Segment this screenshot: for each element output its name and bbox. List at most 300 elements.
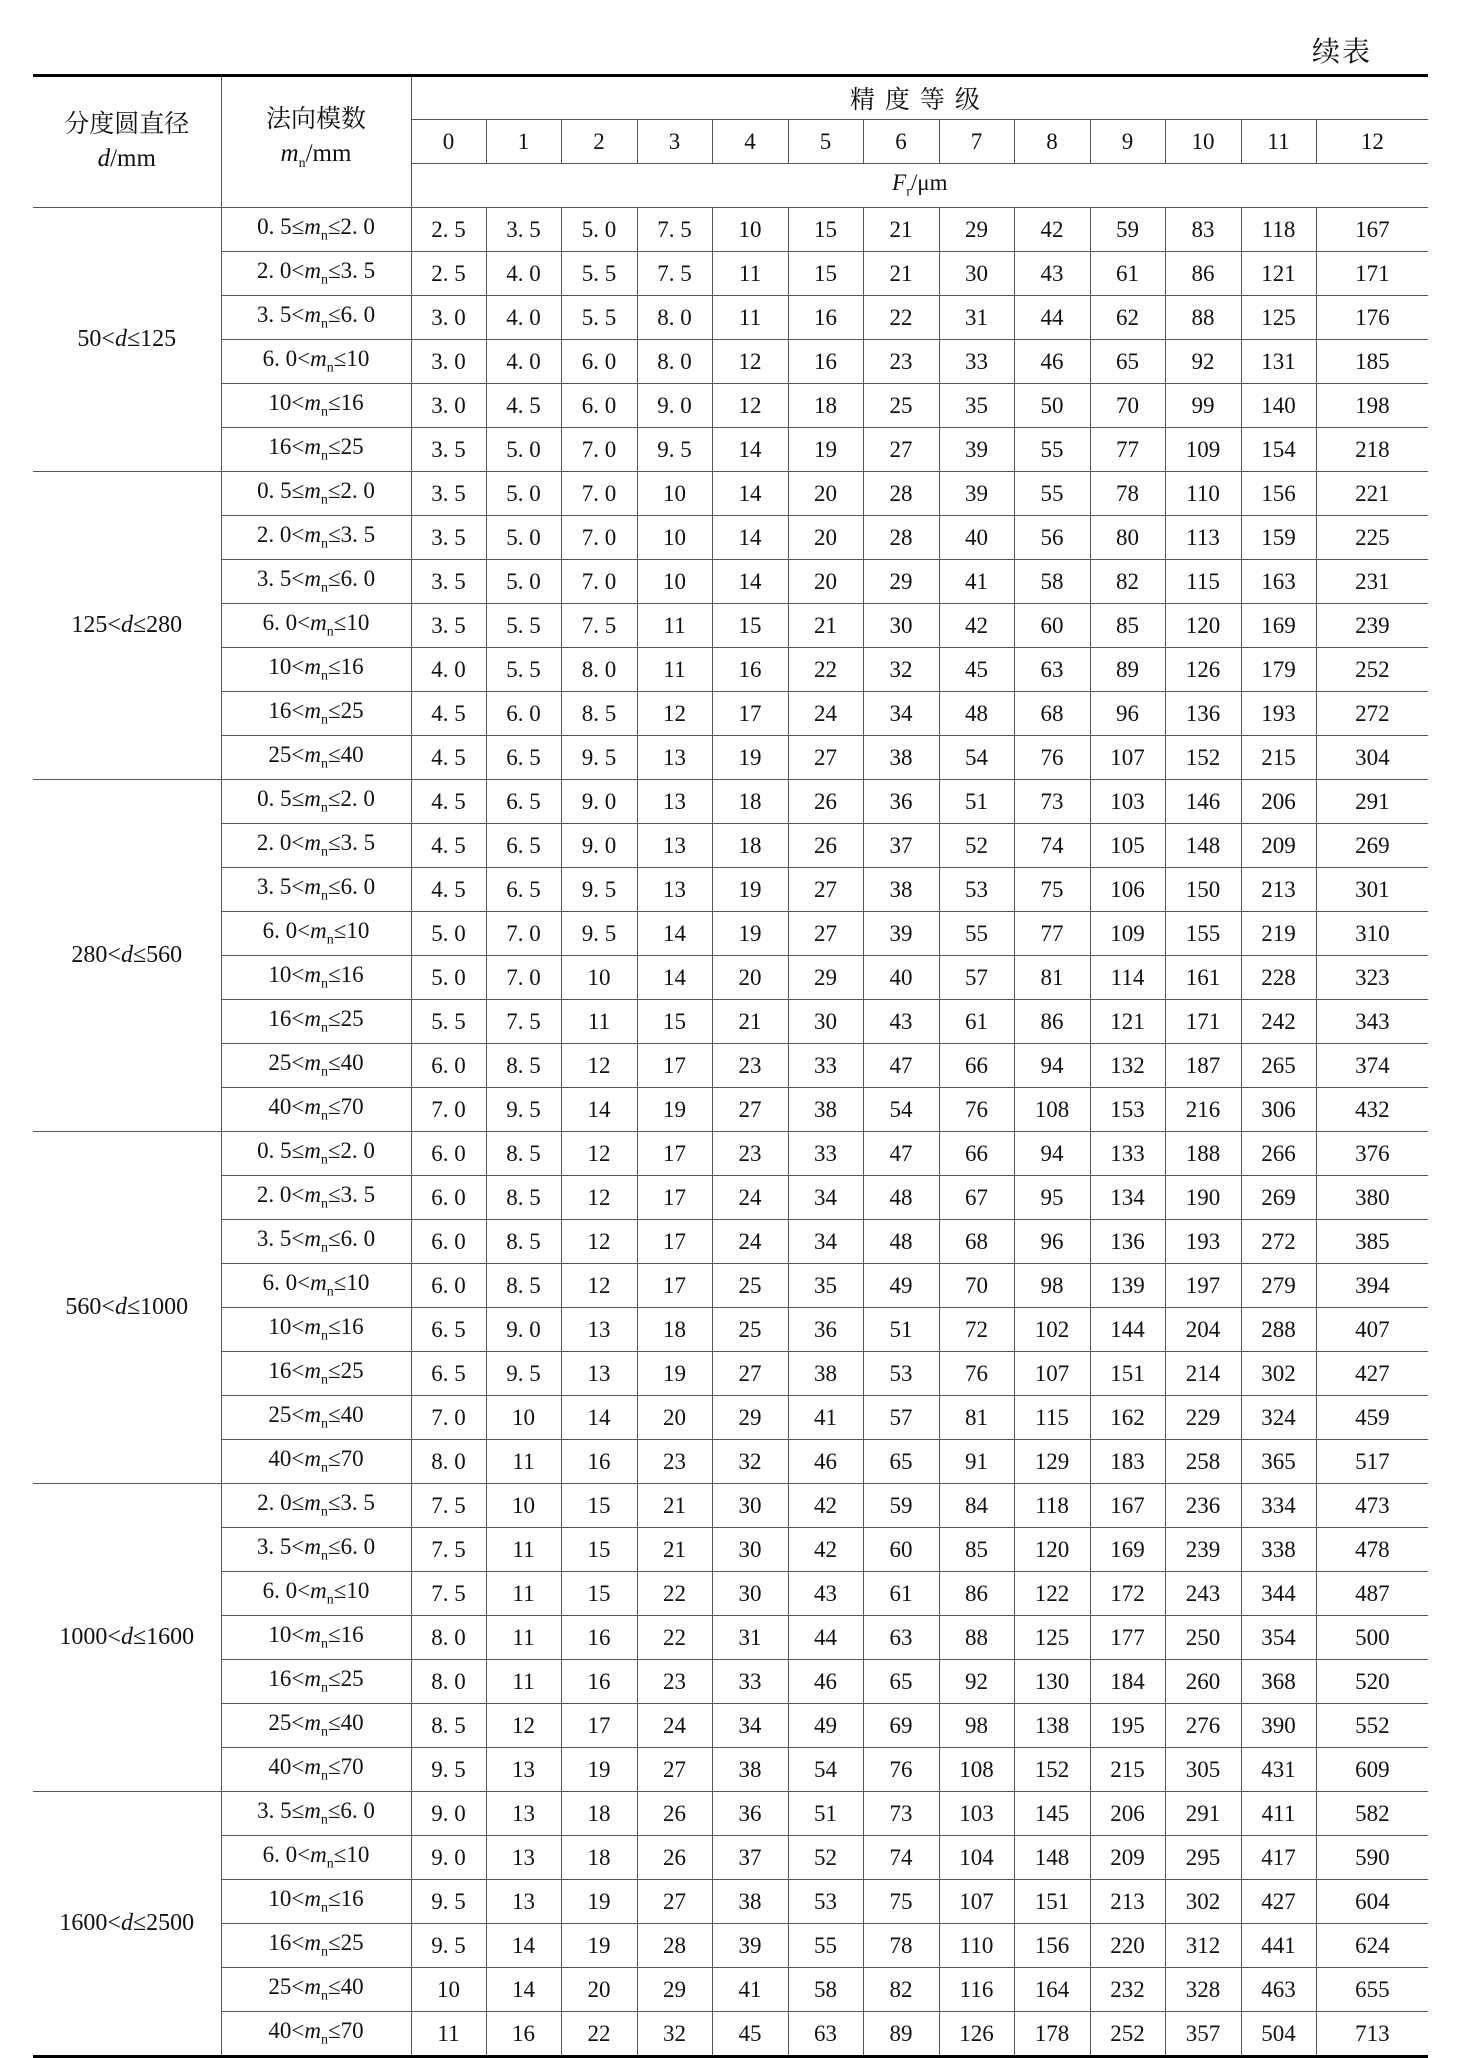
value-cell: 12 (712, 384, 788, 428)
value-cell: 3. 0 (411, 384, 486, 428)
value-cell: 74 (1014, 824, 1090, 868)
value-cell: 12 (561, 1264, 637, 1308)
value-cell: 23 (637, 1660, 712, 1704)
value-cell: 14 (637, 956, 712, 1000)
value-cell: 310 (1316, 912, 1428, 956)
value-cell: 75 (863, 1880, 939, 1924)
value-cell: 517 (1316, 1440, 1428, 1484)
value-cell: 407 (1316, 1308, 1428, 1352)
value-cell: 10 (486, 1484, 561, 1528)
value-cell: 39 (712, 1924, 788, 1968)
value-cell: 133 (1090, 1132, 1165, 1176)
value-cell: 48 (863, 1176, 939, 1220)
value-cell: 394 (1316, 1264, 1428, 1308)
module-range-cell: $25<m_n\le 40$ (221, 1704, 411, 1748)
value-cell: 5. 0 (486, 516, 561, 560)
value-cell: 239 (1165, 1528, 1241, 1572)
module-header-unit: $m_n/mm$ (280, 140, 352, 171)
value-cell: 46 (788, 1660, 863, 1704)
value-cell: 7. 5 (411, 1528, 486, 1572)
value-cell: 7. 0 (486, 956, 561, 1000)
value-cell: 89 (863, 2012, 939, 2057)
value-cell: 35 (939, 384, 1014, 428)
module-range-cell: $25<m_n\le 40$ (221, 1396, 411, 1440)
module-range-cell: 6. $0<m_n\le 10$ (221, 340, 411, 384)
value-cell: 88 (1165, 296, 1241, 340)
value-cell: 171 (1165, 1000, 1241, 1044)
value-cell: 164 (1014, 1968, 1090, 2012)
grade-header-cell: 8 (1014, 120, 1090, 164)
value-cell: 121 (1241, 252, 1316, 296)
value-cell: 176 (1316, 296, 1428, 340)
value-cell: 417 (1241, 1836, 1316, 1880)
value-cell: 10 (637, 560, 712, 604)
value-cell: 6. 5 (486, 736, 561, 780)
value-cell: 148 (1014, 1836, 1090, 1880)
value-cell: 17 (561, 1704, 637, 1748)
value-cell: 67 (939, 1176, 1014, 1220)
value-cell: 312 (1165, 1924, 1241, 1968)
value-cell: 82 (863, 1968, 939, 2012)
value-cell: 16 (561, 1660, 637, 1704)
table-row (33, 1704, 1428, 1748)
diameter-header-label: 分度圆直径 (64, 111, 190, 138)
value-cell: 334 (1241, 1484, 1316, 1528)
value-cell: 17 (637, 1220, 712, 1264)
value-cell: 7. 0 (561, 472, 637, 516)
value-cell: 258 (1165, 1440, 1241, 1484)
value-cell: 115 (1014, 1396, 1090, 1440)
value-cell: 6. 0 (561, 340, 637, 384)
value-cell: 2. 5 (411, 252, 486, 296)
diameter-header-unit: d/mm (97, 145, 156, 172)
value-cell: 34 (863, 692, 939, 736)
value-cell: 18 (788, 384, 863, 428)
value-cell: 19 (561, 1880, 637, 1924)
value-cell: 56 (1014, 516, 1090, 560)
value-cell: 231 (1316, 560, 1428, 604)
table-row (33, 1440, 1428, 1484)
value-cell: 42 (939, 604, 1014, 648)
value-cell: 152 (1014, 1748, 1090, 1792)
value-cell: 58 (1014, 560, 1090, 604)
value-cell: 159 (1241, 516, 1316, 560)
table-row (33, 428, 1428, 472)
value-cell: 17 (637, 1176, 712, 1220)
value-cell: 3. 5 (486, 208, 561, 252)
module-range-cell: $40<m_n\le 70$ (221, 2012, 411, 2057)
value-cell: 11 (486, 1572, 561, 1616)
value-cell: 7. 5 (411, 1572, 486, 1616)
value-cell: 9. 5 (561, 868, 637, 912)
value-cell: 27 (788, 736, 863, 780)
value-cell: 5. 5 (486, 604, 561, 648)
value-cell: 86 (1014, 1000, 1090, 1044)
value-cell: 609 (1316, 1748, 1428, 1792)
module-range-cell: $16<m_n\le 25$ (221, 1000, 411, 1044)
value-cell: 30 (712, 1528, 788, 1572)
value-cell: 8. 5 (486, 1264, 561, 1308)
table-row (33, 516, 1428, 560)
value-cell: 70 (939, 1264, 1014, 1308)
value-cell: 21 (788, 604, 863, 648)
value-cell: 122 (1014, 1572, 1090, 1616)
value-cell: 10 (637, 516, 712, 560)
value-cell: 9. 0 (561, 780, 637, 824)
value-cell: 4. 5 (411, 692, 486, 736)
value-cell: 47 (863, 1044, 939, 1088)
value-cell: 76 (939, 1088, 1014, 1132)
value-cell: 12 (637, 692, 712, 736)
value-cell: 131 (1241, 340, 1316, 384)
value-cell: 95 (1014, 1176, 1090, 1220)
value-cell: 75 (1014, 868, 1090, 912)
value-cell: 125 (1014, 1616, 1090, 1660)
grade-header-cell: 7 (939, 120, 1014, 164)
value-cell: 10 (712, 208, 788, 252)
value-cell: 198 (1316, 384, 1428, 428)
value-cell: 213 (1090, 1880, 1165, 1924)
value-cell: 21 (637, 1484, 712, 1528)
value-cell: 14 (712, 472, 788, 516)
module-range-cell: $16<m_n\le 25$ (221, 1352, 411, 1396)
table-row (33, 472, 1428, 516)
value-cell: 9. 5 (486, 1088, 561, 1132)
table-row (33, 604, 1428, 648)
value-cell: 41 (788, 1396, 863, 1440)
value-cell: 110 (1165, 472, 1241, 516)
value-cell: 29 (939, 208, 1014, 252)
value-cell: 118 (1241, 208, 1316, 252)
value-cell: 229 (1165, 1396, 1241, 1440)
value-cell: 9. 5 (561, 736, 637, 780)
value-cell: 7. 0 (486, 912, 561, 956)
value-cell: 98 (939, 1704, 1014, 1748)
value-cell: 6. 0 (411, 1132, 486, 1176)
value-cell: 61 (1090, 252, 1165, 296)
value-cell: 7. 5 (637, 252, 712, 296)
module-range-cell: 6. $0<m_n\le 10$ (221, 912, 411, 956)
grade-header-cell: 5 (788, 120, 863, 164)
diameter-range-cell: 125<d≤280 (33, 472, 221, 780)
table-row (33, 1132, 1428, 1176)
value-cell: 45 (939, 648, 1014, 692)
value-cell: 8. 0 (637, 340, 712, 384)
value-cell: 5. 5 (486, 648, 561, 692)
value-cell: 7. 0 (411, 1396, 486, 1440)
value-cell: 33 (788, 1044, 863, 1088)
value-cell: 134 (1090, 1176, 1165, 1220)
diameter-range-cell: 1000<d≤1600 (33, 1484, 221, 1792)
value-cell: 41 (939, 560, 1014, 604)
value-cell: 16 (561, 1440, 637, 1484)
value-cell: 225 (1316, 516, 1428, 560)
module-range-cell: $16<m_n\le 25$ (221, 428, 411, 472)
value-cell: 61 (939, 1000, 1014, 1044)
value-cell: 6. 0 (486, 692, 561, 736)
value-cell: 365 (1241, 1440, 1316, 1484)
value-cell: 78 (863, 1924, 939, 1968)
value-cell: 80 (1090, 516, 1165, 560)
grade-header-cell: 10 (1165, 120, 1241, 164)
value-cell: 152 (1165, 736, 1241, 780)
value-cell: 46 (788, 1440, 863, 1484)
value-cell: 125 (1241, 296, 1316, 340)
value-cell: 5. 5 (561, 296, 637, 340)
value-cell: 46 (1014, 340, 1090, 384)
value-cell: 338 (1241, 1528, 1316, 1572)
value-cell: 136 (1090, 1220, 1165, 1264)
table-row (33, 692, 1428, 736)
value-cell: 47 (863, 1132, 939, 1176)
module-range-cell: $40<m_n\le 70$ (221, 1088, 411, 1132)
value-cell: 9. 0 (411, 1792, 486, 1836)
value-cell: 193 (1241, 692, 1316, 736)
value-cell: 156 (1241, 472, 1316, 516)
value-cell: 15 (788, 208, 863, 252)
value-cell: 70 (1090, 384, 1165, 428)
value-cell: 357 (1165, 2012, 1241, 2057)
value-cell: 390 (1241, 1704, 1316, 1748)
value-cell: 14 (561, 1088, 637, 1132)
value-cell: 204 (1165, 1308, 1241, 1352)
value-cell: 269 (1241, 1176, 1316, 1220)
value-cell: 126 (1165, 648, 1241, 692)
value-cell: 92 (1165, 340, 1241, 384)
table-row (33, 1308, 1428, 1352)
module-range-cell: 2. $0<m_n\le 3$. 5 (221, 252, 411, 296)
value-cell: 32 (637, 2012, 712, 2057)
value-cell: 265 (1241, 1044, 1316, 1088)
value-cell: 221 (1316, 472, 1428, 516)
module-range-cell: $25<m_n\le 40$ (221, 736, 411, 780)
grade-header-cell: 12 (1316, 120, 1428, 164)
value-cell: 4. 0 (486, 252, 561, 296)
value-cell: 35 (788, 1264, 863, 1308)
value-cell: 214 (1165, 1352, 1241, 1396)
value-cell: 239 (1316, 604, 1428, 648)
value-cell: 52 (939, 824, 1014, 868)
value-cell: 120 (1014, 1528, 1090, 1572)
table-row (33, 648, 1428, 692)
value-cell: 7. 0 (561, 560, 637, 604)
module-range-cell: 6. $0<m_n\le 10$ (221, 1836, 411, 1880)
value-cell: 27 (788, 912, 863, 956)
value-cell: 151 (1090, 1352, 1165, 1396)
value-cell: 65 (863, 1660, 939, 1704)
value-cell: 15 (712, 604, 788, 648)
value-cell: 42 (1014, 208, 1090, 252)
value-cell: 582 (1316, 1792, 1428, 1836)
value-cell: 20 (712, 956, 788, 1000)
value-cell: 39 (939, 472, 1014, 516)
value-cell: 118 (1014, 1484, 1090, 1528)
value-cell: 11 (486, 1440, 561, 1484)
value-cell: 53 (863, 1352, 939, 1396)
value-cell: 34 (788, 1220, 863, 1264)
value-cell: 19 (561, 1924, 637, 1968)
value-cell: 77 (1014, 912, 1090, 956)
value-cell: 22 (637, 1616, 712, 1660)
value-cell: 163 (1241, 560, 1316, 604)
value-cell: 29 (637, 1968, 712, 2012)
value-cell: 13 (637, 780, 712, 824)
value-cell: 110 (939, 1924, 1014, 1968)
value-cell: 22 (863, 296, 939, 340)
value-cell: 16 (561, 1616, 637, 1660)
value-cell: 26 (637, 1836, 712, 1880)
value-cell: 19 (788, 428, 863, 472)
value-cell: 99 (1165, 384, 1241, 428)
value-cell: 323 (1316, 956, 1428, 1000)
module-range-cell: $40<m_n\le 70$ (221, 1748, 411, 1792)
table-row (33, 824, 1428, 868)
value-cell: 11 (561, 1000, 637, 1044)
value-cell: 302 (1165, 1880, 1241, 1924)
value-cell: 18 (561, 1836, 637, 1880)
value-cell: 368 (1241, 1660, 1316, 1704)
value-cell: 7. 5 (411, 1484, 486, 1528)
value-cell: 44 (1014, 296, 1090, 340)
value-cell: 121 (1090, 1000, 1165, 1044)
value-cell: 37 (863, 824, 939, 868)
value-cell: 10 (411, 1968, 486, 2012)
value-cell: 197 (1165, 1264, 1241, 1308)
value-cell: 18 (561, 1792, 637, 1836)
value-cell: 624 (1316, 1924, 1428, 1968)
table-row (33, 1968, 1428, 2012)
grade-title: 精度等级 (411, 76, 1428, 120)
module-range-cell: 2. $0<m_n\le 3$. 5 (221, 516, 411, 560)
table-row (33, 1660, 1428, 1704)
table-row (33, 956, 1428, 1000)
value-cell: 28 (863, 516, 939, 560)
value-cell: 15 (561, 1572, 637, 1616)
value-cell: 43 (788, 1572, 863, 1616)
value-cell: 53 (788, 1880, 863, 1924)
value-cell: 193 (1165, 1220, 1241, 1264)
value-cell: 9. 0 (561, 824, 637, 868)
value-cell: 12 (561, 1220, 637, 1264)
value-cell: 32 (712, 1440, 788, 1484)
value-cell: 36 (788, 1308, 863, 1352)
value-cell: 167 (1316, 208, 1428, 252)
value-cell: 55 (939, 912, 1014, 956)
value-cell: 10 (561, 956, 637, 1000)
value-cell: 19 (637, 1352, 712, 1396)
value-cell: 13 (486, 1748, 561, 1792)
value-cell: 139 (1090, 1264, 1165, 1308)
value-cell: 52 (788, 1836, 863, 1880)
module-range-cell: 6. $0<m_n\le 10$ (221, 1264, 411, 1308)
value-cell: 49 (788, 1704, 863, 1748)
value-cell: 28 (863, 472, 939, 516)
value-cell: 22 (561, 2012, 637, 2057)
value-cell: 51 (939, 780, 1014, 824)
value-cell: 3. 0 (411, 296, 486, 340)
module-range-cell: 2. $0\le m_n\le 3$. 5 (221, 1484, 411, 1528)
value-cell: 115 (1165, 560, 1241, 604)
table-row (33, 868, 1428, 912)
value-cell: 19 (712, 736, 788, 780)
value-cell: 220 (1090, 1924, 1165, 1968)
table-row (33, 1088, 1428, 1132)
value-cell: 23 (712, 1044, 788, 1088)
tolerance-table (33, 74, 1428, 2058)
table-row (33, 340, 1428, 384)
value-cell: 24 (712, 1220, 788, 1264)
value-cell: 103 (1090, 780, 1165, 824)
value-cell: 85 (1090, 604, 1165, 648)
value-cell: 12 (561, 1132, 637, 1176)
value-cell: 473 (1316, 1484, 1428, 1528)
table-row (33, 1044, 1428, 1088)
value-cell: 215 (1090, 1748, 1165, 1792)
table-row (33, 1176, 1428, 1220)
value-cell: 91 (939, 1440, 1014, 1484)
table-row (33, 780, 1428, 824)
value-cell: 441 (1241, 1924, 1316, 1968)
value-cell: 11 (486, 1616, 561, 1660)
value-cell: 54 (788, 1748, 863, 1792)
value-cell: 63 (863, 1616, 939, 1660)
value-cell: 105 (1090, 824, 1165, 868)
value-cell: 68 (939, 1220, 1014, 1264)
value-cell: 17 (637, 1044, 712, 1088)
value-cell: 8. 5 (561, 692, 637, 736)
module-range-cell: $10<m_n\le 16$ (221, 1616, 411, 1660)
value-cell: 20 (788, 472, 863, 516)
value-cell: 66 (939, 1044, 1014, 1088)
value-cell: 3. 5 (411, 560, 486, 604)
value-cell: 5. 5 (411, 1000, 486, 1044)
value-cell: 76 (1014, 736, 1090, 780)
value-cell: 302 (1241, 1352, 1316, 1396)
table-row (33, 1616, 1428, 1660)
table-row (33, 736, 1428, 780)
value-cell: 17 (637, 1264, 712, 1308)
value-cell: 713 (1316, 2012, 1428, 2057)
value-cell: 18 (637, 1308, 712, 1352)
diameter-range-cell: 50<d≤125 (33, 208, 221, 472)
value-cell: 92 (939, 1660, 1014, 1704)
value-cell: 54 (863, 1088, 939, 1132)
value-cell: 20 (788, 560, 863, 604)
value-cell: 120 (1165, 604, 1241, 648)
value-cell: 4. 5 (486, 384, 561, 428)
table-row (33, 1484, 1428, 1528)
value-cell: 29 (863, 560, 939, 604)
value-cell: 27 (712, 1352, 788, 1396)
value-cell: 14 (561, 1396, 637, 1440)
value-cell: 7. 0 (561, 428, 637, 472)
table-row (33, 1836, 1428, 1880)
value-cell: 184 (1090, 1660, 1165, 1704)
value-cell: 9. 0 (411, 1836, 486, 1880)
value-cell: 60 (863, 1528, 939, 1572)
value-cell: 9. 0 (637, 384, 712, 428)
value-cell: 73 (1014, 780, 1090, 824)
value-cell: 83 (1165, 208, 1241, 252)
table-row (33, 1352, 1428, 1396)
value-cell: 138 (1014, 1704, 1090, 1748)
value-cell: 77 (1090, 428, 1165, 472)
value-cell: 48 (939, 692, 1014, 736)
value-cell: 57 (939, 956, 1014, 1000)
value-cell: 55 (788, 1924, 863, 1968)
value-cell: 107 (1090, 736, 1165, 780)
value-cell: 19 (561, 1748, 637, 1792)
